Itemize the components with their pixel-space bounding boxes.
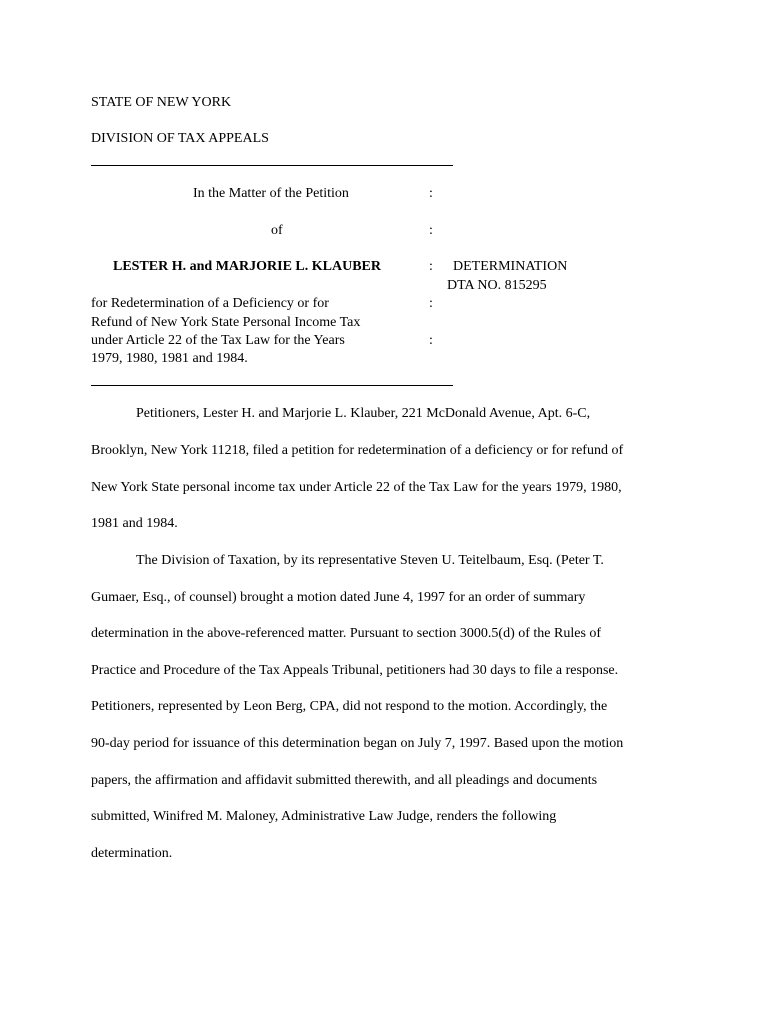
paragraph-line: submitted, Winifred M. Maloney, Administrative Law Judge, renders the following <box>91 809 557 824</box>
paragraph-line: papers, the affirmation and affidavit submitted therewith, and all pleadings and documents <box>91 773 598 788</box>
division-heading: DIVISION OF TAX APPEALS <box>91 131 269 146</box>
redetermination-line: under Article 22 of the Tax Law for the Years <box>91 333 345 348</box>
paragraph-line: Gumaer, Esq., of counsel) brought a motion dated June 4, 1997 for an order of summary <box>91 590 586 605</box>
determination-label: DETERMINATION <box>453 259 568 274</box>
redetermination-line: 1979, 1980, 1981 and 1984. <box>91 351 248 366</box>
paragraph-line: determination. <box>91 846 173 861</box>
caption-colon: : <box>429 333 433 348</box>
paragraph-line: New York State personal income tax under Article 22 of the Tax Law for the years 1979, 1980, <box>91 480 622 495</box>
paragraph-line: 1981 and 1984. <box>91 516 178 531</box>
paragraph-line: Petitioners, represented by Leon Berg, CPA, did not respond to the motion. Accordingly, the <box>91 699 608 714</box>
caption-bottom-rule <box>91 385 453 386</box>
paragraph-line: Petitioners, Lester H. and Marjorie L. Klauber, 221 McDonald Avenue, Apt. 6-C, <box>136 406 591 421</box>
paragraph-line: determination in the above-referenced matter. Pursuant to section 3000.5(d) of the Rules of <box>91 626 602 641</box>
caption-colon: : <box>429 223 433 238</box>
caption-colon: : <box>429 259 433 274</box>
redetermination-line: Refund of New York State Personal Income Tax <box>91 315 361 330</box>
caption-colon: : <box>429 186 433 201</box>
caption-top-rule <box>91 165 453 166</box>
petitioners-name: LESTER H. and MARJORIE L. KLAUBER <box>113 259 382 274</box>
caption-colon: : <box>429 296 433 311</box>
dta-number: DTA NO. 815295 <box>447 278 547 293</box>
paragraph-line: Practice and Procedure of the Tax Appeals Tribunal, petitioners had 30 days to file a response. <box>91 663 619 678</box>
matter-line: In the Matter of the Petition <box>193 186 349 201</box>
paragraph-line: The Division of Taxation, by its representative Steven U. Teitelbaum, Esq. (Peter T. <box>136 553 604 568</box>
paragraph-line: 90-day period for issuance of this determination began on July 7, 1997. Based upon the motion <box>91 736 624 751</box>
of-line: of <box>271 223 283 238</box>
state-heading: STATE OF NEW YORK <box>91 95 232 110</box>
redetermination-line: for Redetermination of a Deficiency or for <box>91 296 329 311</box>
paragraph-line: Brooklyn, New York 11218, filed a petition for redetermination of a deficiency or for refund of <box>91 443 624 458</box>
